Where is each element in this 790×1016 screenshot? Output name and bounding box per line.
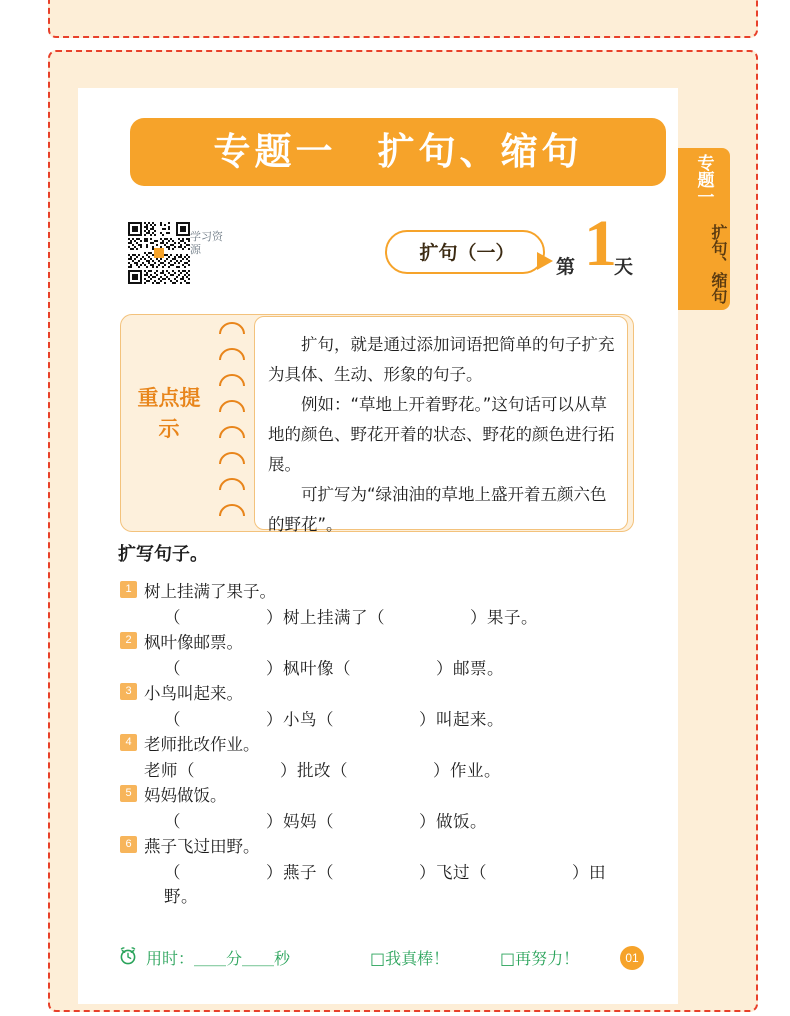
answer-line[interactable]: （ ）妈妈（ ）做饭。 xyxy=(164,812,487,831)
topic-banner xyxy=(130,118,666,186)
question-stem: 燕子飞过田野。 xyxy=(144,837,260,856)
question-number: 5 xyxy=(120,785,137,802)
question-stem: 妈妈做饭。 xyxy=(144,786,227,805)
spiral-binding-icon xyxy=(214,320,254,526)
exercise-heading: 扩写句子。 xyxy=(118,544,208,565)
bubble-tail-icon xyxy=(537,252,553,270)
answer-line[interactable]: （ ）树上挂满了（ ）果子。 xyxy=(164,608,538,627)
question-stem: 小鸟叫起来。 xyxy=(144,684,243,703)
alarm-clock-icon xyxy=(118,946,138,971)
question-number: 1 xyxy=(120,581,137,598)
tip-paragraph-1: 扩句，就是通过添加词语把简单的句子扩充为具体、生动、形象的句子。 xyxy=(268,335,615,384)
top-decorative-frame xyxy=(48,0,758,38)
question-stem: 枫叶像邮票。 xyxy=(144,633,243,652)
tip-text xyxy=(268,330,616,540)
question-number: 4 xyxy=(120,734,137,751)
question-list xyxy=(118,578,638,906)
question-number: 6 xyxy=(120,836,137,853)
question-item xyxy=(118,833,638,906)
self-rating-great[interactable]: □我真棒！ xyxy=(370,949,450,968)
qr-code-label: 学习资源 xyxy=(190,230,223,256)
lesson-title: 扩句（一） xyxy=(419,242,515,264)
page-title: 专题一 扩句、缩句 xyxy=(213,130,583,173)
self-rating-try-again[interactable]: □再努力！ xyxy=(500,949,580,968)
answer-line[interactable]: 老师（ ）批改（ ）作业。 xyxy=(144,761,501,780)
answer-line[interactable]: （ ）枫叶像（ ）邮票。 xyxy=(164,659,504,678)
tip-label: 重点提示 xyxy=(137,386,201,441)
question-stem: 树上挂满了果子。 xyxy=(144,582,276,601)
question-item xyxy=(118,629,638,680)
question-item xyxy=(118,782,638,833)
answer-line[interactable]: （ ）燕子（ ）飞过（ ）田野。 xyxy=(164,863,606,906)
qr-code-icon[interactable] xyxy=(128,222,190,284)
question-stem: 老师批改作业。 xyxy=(144,735,260,754)
day-prefix: 第 xyxy=(556,256,576,278)
side-tab-subject-label: 扩句、缩句 xyxy=(709,224,728,304)
page-number: 01 xyxy=(620,946,644,970)
tip-paragraph-2: 例如：“草地上开着野花。”这句话可以从草地的颜色、野花开着的状态、野花的颜色进行拓展。 xyxy=(268,395,615,474)
question-item xyxy=(118,578,638,629)
side-tab-topic-label: 专题一 xyxy=(693,153,714,205)
question-item xyxy=(118,731,638,782)
footer-bar xyxy=(118,944,648,972)
question-item xyxy=(118,680,638,731)
question-number: 2 xyxy=(120,632,137,649)
day-number: 1 xyxy=(584,207,617,280)
day-suffix: 天 xyxy=(614,256,634,278)
time-used-label[interactable]: 用时：＿＿分＿＿秒 xyxy=(146,949,291,968)
tip-paragraph-3: 可扩写为“绿油油的草地上盛开着五颜六色的野花”。 xyxy=(268,485,607,534)
answer-line[interactable]: （ ）小鸟（ ）叫起来。 xyxy=(164,710,504,729)
lesson-title-bubble xyxy=(385,230,545,274)
question-number: 3 xyxy=(120,683,137,700)
